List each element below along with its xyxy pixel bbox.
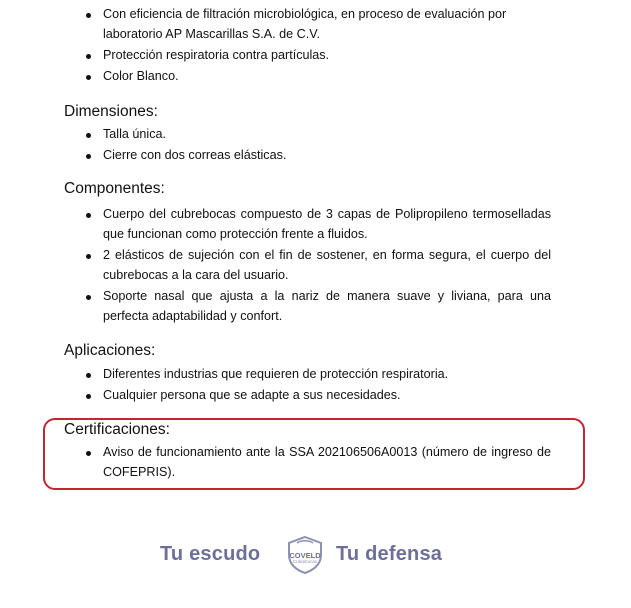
list-item-text: Color Blanco. bbox=[103, 69, 179, 83]
brand-logo bbox=[283, 535, 327, 575]
logo-subtext: Cubrebocas bbox=[292, 559, 318, 564]
bullet-icon bbox=[86, 451, 91, 456]
list-item-text: Aviso de funcionamiento ante la SSA 202106506A0013 (número de ingreso de COFEPRIS). bbox=[103, 445, 551, 479]
bullet-icon bbox=[86, 295, 91, 300]
logo-text: COVELD bbox=[289, 551, 321, 560]
bullet-icon bbox=[86, 154, 91, 159]
bullet-icon bbox=[86, 54, 91, 59]
list-item-text: Diferentes industrias que requieren de protección respiratoria. bbox=[103, 367, 449, 381]
slogan-left: Tu escudo bbox=[160, 543, 261, 565]
bullet-icon bbox=[86, 75, 91, 80]
list-item-text: Soporte nasal que ajusta a la nariz de manera suave y liviana, para una perfecta adaptabilidad y confort. bbox=[103, 289, 551, 323]
section-heading: Componentes: bbox=[64, 180, 165, 197]
list-item-text: Cuerpo del cubrebocas compuesto de 3 capas de Polipropileno termoselladas que funcionan como protección frente a fluidos. bbox=[103, 207, 551, 241]
bullet-icon bbox=[86, 13, 91, 18]
bullet-icon bbox=[86, 213, 91, 218]
bullet-icon bbox=[86, 133, 91, 138]
list-item-text: Cualquier persona que se adapte a sus necesidades. bbox=[103, 388, 401, 402]
list-item-text: Cierre con dos correas elásticas. bbox=[103, 148, 287, 162]
list-item-text: Con eficiencia de filtración microbiológica, en proceso de evaluación por laboratorio AP Mascarillas S.A. de C.V. bbox=[103, 7, 507, 41]
section-heading: Dimensiones: bbox=[64, 103, 158, 120]
bullet-icon bbox=[86, 373, 91, 378]
list-item-text: Talla única. bbox=[103, 127, 167, 141]
bullet-icon bbox=[86, 394, 91, 399]
section-heading: Certificaciones: bbox=[64, 421, 170, 438]
list-item-text: 2 elásticos de sujeción con el fin de sostener, en forma segura, el cuerpo del cubrebocas a la cara del usuario. bbox=[103, 248, 551, 282]
list-item-text: Protección respiratoria contra partículas. bbox=[103, 48, 330, 62]
section-heading: Aplicaciones: bbox=[64, 342, 156, 359]
footer-slogan bbox=[0, 535, 631, 575]
slogan-right: Tu defensa bbox=[336, 543, 443, 565]
bullet-icon bbox=[86, 254, 91, 259]
